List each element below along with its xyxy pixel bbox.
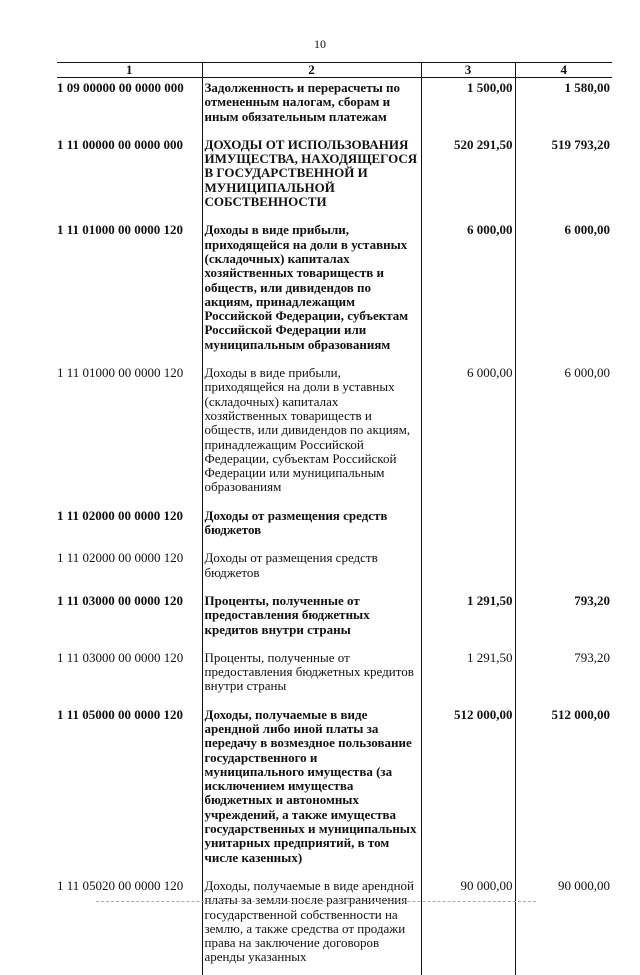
item-name-cell: Задолженность и перерасчеты по отмененным налогам, сборам и иным обязательным платежам bbox=[202, 78, 421, 134]
budget-code-cell: 1 11 05000 00 0000 120 bbox=[57, 706, 184, 722]
amount-col3-cell: 1 500,00 bbox=[421, 78, 515, 134]
amount-col4-cell: 1 580,00 bbox=[564, 80, 610, 95]
amount-col3-cell: 520 291,50 bbox=[421, 134, 515, 219]
budget-code-cell: 1 11 02000 00 0000 120 bbox=[57, 507, 184, 523]
item-name-cell: Доходы, получаемые в виде арендной платы за земли после разграничения государственной собственности на землю, а также средства от продажи права на заключение договоров аренды указанных bbox=[202, 875, 421, 975]
amount-col3-cell: 90 000,00 bbox=[421, 875, 515, 975]
table-row bbox=[57, 704, 612, 875]
amount-col3-cell: 1 291,50 bbox=[421, 590, 515, 647]
revenue-table bbox=[57, 62, 612, 975]
amount-col4-cell: 512 000,00 bbox=[551, 706, 610, 722]
table-row bbox=[57, 219, 612, 362]
table-row bbox=[57, 547, 612, 590]
column-header-code: 1 bbox=[57, 63, 202, 78]
item-name-cell: ДОХОДЫ ОТ ИСПОЛЬЗОВАНИЯ ИМУЩЕСТВА, НАХОДЯЩЕГОСЯ В ГОСУДАРСТВЕННОЙ И МУНИЦИПАЛЬНОЙ СОБСТВЕННОСТИ bbox=[202, 134, 421, 219]
budget-code-cell: 1 11 01000 00 0000 120 bbox=[57, 365, 184, 381]
amount-col4-cell: 6 000,00 bbox=[564, 365, 610, 381]
column-header-amount-3: 3 bbox=[421, 63, 515, 78]
amount-col3-cell: 6 000,00 bbox=[421, 362, 515, 505]
item-name-cell: Доходы в виде прибыли, приходящейся на доли в уставных (складочных) капиталах хозяйственных товариществ и обществ, или дивидендов по акциям, принадлежащим Российской Федерации, субъектам Российской Федерации или муниципальным образованиям bbox=[202, 219, 421, 362]
table-body bbox=[57, 78, 612, 975]
budget-code-cell: 1 11 05020 00 0000 120 bbox=[57, 877, 184, 893]
amount-col3-cell: 1 291,50 bbox=[421, 647, 515, 704]
amount-col3-cell: 512 000,00 bbox=[421, 704, 515, 875]
table-row bbox=[57, 78, 612, 134]
amount-col4-cell: 519 793,20 bbox=[551, 136, 610, 152]
amount-col4-cell: 793,20 bbox=[574, 592, 610, 608]
item-name-cell: Проценты, полученные от предоставления бюджетных кредитов внутри страны bbox=[202, 647, 421, 704]
scan-edge-line bbox=[96, 901, 536, 903]
amount-col4-cell: 793,20 bbox=[574, 649, 610, 665]
table-row bbox=[57, 505, 612, 548]
table-row bbox=[57, 134, 612, 219]
budget-code-cell: 1 11 03000 00 0000 120 bbox=[57, 649, 184, 665]
amount-col3-cell: 6 000,00 bbox=[421, 219, 515, 362]
budget-code-cell: 1 11 01000 00 0000 120 bbox=[57, 222, 184, 238]
item-name-cell: Проценты, полученные от предоставления бюджетных кредитов внутри страны bbox=[202, 590, 421, 647]
table-header-row bbox=[57, 63, 612, 78]
budget-code-cell: 1 11 03000 00 0000 120 bbox=[57, 592, 184, 608]
item-name-cell: Доходы от размещения средств бюджетов bbox=[202, 547, 421, 590]
amount-col4-cell: 90 000,00 bbox=[558, 877, 610, 893]
amount-col3-cell bbox=[421, 505, 515, 548]
column-header-amount-4: 4 bbox=[515, 63, 612, 78]
budget-code-cell: 1 09 00000 00 0000 000 bbox=[57, 80, 184, 95]
amount-col4-cell bbox=[515, 547, 612, 590]
item-name-cell: Доходы от размещения средств бюджетов bbox=[202, 505, 421, 548]
column-header-name: 2 bbox=[202, 63, 421, 78]
table-row bbox=[57, 362, 612, 505]
budget-code-cell: 1 11 00000 00 0000 000 bbox=[57, 136, 184, 152]
amount-col4-cell: 6 000,00 bbox=[564, 222, 610, 238]
amount-col4-cell bbox=[515, 505, 612, 548]
budget-code-cell: 1 11 02000 00 0000 120 bbox=[57, 550, 184, 566]
page-number: 10 bbox=[314, 37, 326, 51]
item-name-cell: Доходы, получаемые в виде арендной либо иной платы за передачу в возмездное пользование государственного и муниципального имущества (за исключением имущества бюджетных и автономных учреждений, а также имущества государственных и муниципальных унитарных предприятий, в том числе казенных) bbox=[202, 704, 421, 875]
amount-col3-cell bbox=[421, 547, 515, 590]
table-row bbox=[57, 590, 612, 647]
table-row bbox=[57, 647, 612, 704]
table-row bbox=[57, 875, 612, 975]
item-name-cell: Доходы в виде прибыли, приходящейся на доли в уставных (складочных) капиталах хозяйственных товариществ и обществ, или дивидендов по акциям, принадлежащим Российской Федерации, субъектам Российской Федерации или муниципальным образованиям bbox=[202, 362, 421, 505]
